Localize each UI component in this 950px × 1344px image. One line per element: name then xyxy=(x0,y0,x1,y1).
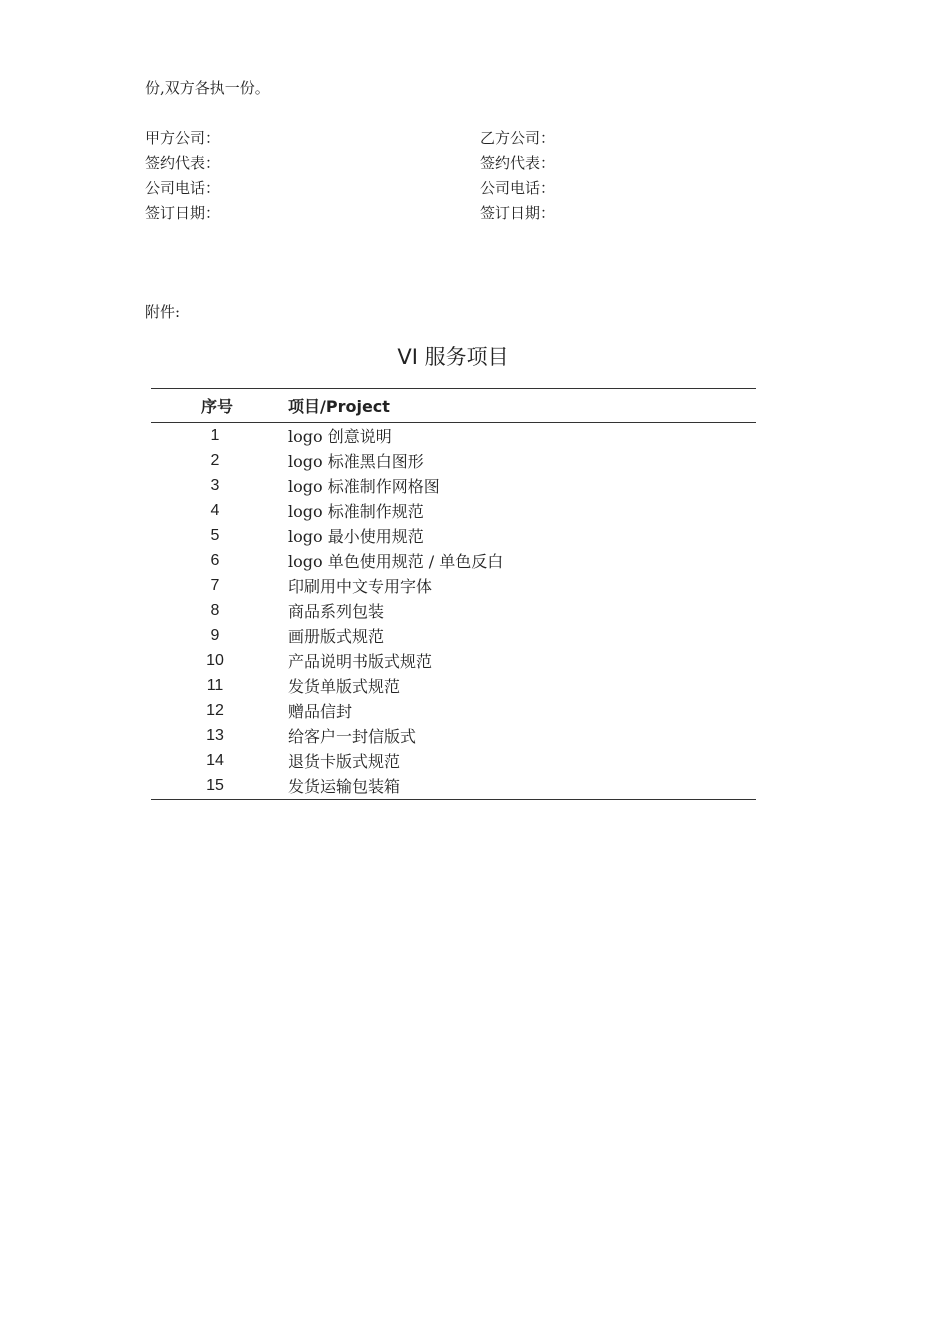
table-header-rule xyxy=(151,422,756,423)
table-row xyxy=(0,501,950,526)
row-number: 6 xyxy=(210,552,220,569)
table-row xyxy=(0,776,950,801)
row-item: logo 单色使用规范 / 单色反白 xyxy=(288,552,504,571)
party-b-date-label: 签订日期： xyxy=(480,204,556,222)
intro-text: 份,双方各执一份。 xyxy=(145,79,270,97)
attachment-label: 附件: xyxy=(145,303,181,321)
header-project: 项目/Project xyxy=(288,397,390,416)
row-number: 11 xyxy=(206,677,224,694)
row-item: logo 创意说明 xyxy=(288,427,392,446)
row-item: 画册版式规范 xyxy=(288,627,385,646)
row-number: 2 xyxy=(210,452,220,469)
row-number: 1 xyxy=(210,427,220,444)
row-number: 4 xyxy=(210,502,220,519)
row-number: 5 xyxy=(210,527,220,544)
table-row xyxy=(0,426,950,451)
row-item: logo 标准制作网格图 xyxy=(288,477,440,496)
table-row xyxy=(0,451,950,476)
table-row xyxy=(0,626,950,651)
table-row xyxy=(0,701,950,726)
row-item: logo 标准制作规范 xyxy=(288,502,424,521)
party-b-company-label: 乙方公司： xyxy=(480,129,556,147)
table-row xyxy=(0,551,950,576)
row-number: 13 xyxy=(206,727,224,744)
table-top-rule xyxy=(151,388,756,389)
table-row xyxy=(0,676,950,701)
table-row xyxy=(0,726,950,751)
table-row xyxy=(0,751,950,776)
row-number: 10 xyxy=(206,652,224,669)
row-item: 商品系列包装 xyxy=(288,602,385,621)
table-row xyxy=(0,651,950,676)
table-row xyxy=(0,576,950,601)
row-item: logo 标准黑白图形 xyxy=(288,452,424,471)
row-number: 8 xyxy=(210,602,220,619)
party-a-rep-label: 签约代表： xyxy=(145,154,221,172)
party-a-company-label: 甲方公司： xyxy=(145,129,221,147)
party-a-phone-label: 公司电话： xyxy=(145,179,221,197)
table-row xyxy=(0,526,950,551)
table-title: VI 服务项目 xyxy=(397,345,509,369)
row-item: 退货卡版式规范 xyxy=(288,752,401,771)
row-item: 发货运输包装箱 xyxy=(288,777,401,796)
row-item: 给客户一封信版式 xyxy=(288,727,417,746)
row-number: 3 xyxy=(210,477,220,494)
row-item: 发货单版式规范 xyxy=(288,677,401,696)
party-b-rep-label: 签约代表： xyxy=(480,154,556,172)
party-b-phone-label: 公司电话： xyxy=(480,179,556,197)
party-a-date-label: 签订日期： xyxy=(145,204,221,222)
header-number: 序号 xyxy=(200,397,233,416)
row-item: 赠品信封 xyxy=(288,702,353,721)
row-number: 7 xyxy=(210,577,220,594)
table-row xyxy=(0,601,950,626)
table-row xyxy=(0,476,950,501)
row-number: 15 xyxy=(206,777,224,794)
row-number: 9 xyxy=(210,627,220,644)
row-number: 14 xyxy=(206,752,224,769)
row-item: 印刷用中文专用字体 xyxy=(288,577,433,596)
row-item: 产品说明书版式规范 xyxy=(288,652,433,671)
row-number: 12 xyxy=(206,702,224,719)
row-item: logo 最小使用规范 xyxy=(288,527,424,546)
table-bottom-rule xyxy=(151,799,756,800)
